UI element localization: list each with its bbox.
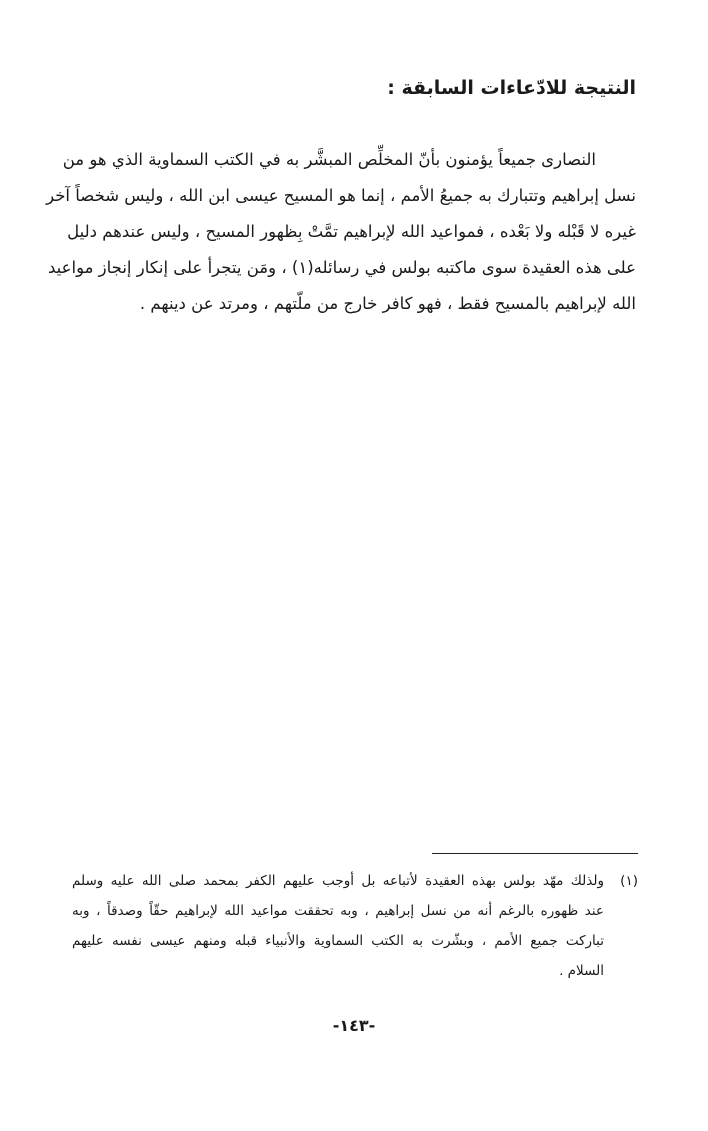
section-heading: النتيجة للادّعاءات السابقة : bbox=[387, 77, 636, 99]
paragraph-line: على هذه العقيدة سوى ماكتبه بولس في رسائله(١) ، ومَن يتجرأ على إنكار إنجاز مواعيد bbox=[48, 258, 636, 277]
main-paragraph bbox=[46, 142, 636, 322]
footnote-line: السلام . bbox=[559, 963, 604, 979]
footnote-line: تباركت جميع الأمم ، وبشّرت به الكتب السماوية والأنبياء قبله ومنهم عيسى نفسه عليهم bbox=[72, 933, 604, 949]
footnote-divider bbox=[432, 853, 638, 854]
paragraph-line: النصارى جميعاً يؤمنون بأنّ المخلِّص المبشَّر به في الكتب السماوية الذي هو من bbox=[62, 150, 596, 169]
paragraph-line: غيره لا قَبْله ولا بَعْده ، فمواعيد الله لإبراهيم تمَّتْ بِظهور المسيح ، وليس عندهم دليل bbox=[67, 222, 636, 241]
page-number: -١٤٣- bbox=[332, 1016, 376, 1035]
paragraph-line: نسل إبراهيم وتتبارك به جميعُ الأمم ، إنما هو المسيح عيسى ابن الله ، وليس شخصاً آخر bbox=[46, 186, 636, 205]
paragraph-line: الله لإبراهيم بالمسيح فقط ، فهو كافر خارج من ملّتهم ، ومرتد عن دينهم . bbox=[139, 294, 636, 313]
footnote-text bbox=[72, 866, 604, 986]
footnote-number: (١) bbox=[620, 873, 638, 889]
footnote-line: ولذلك مهّد بولس بهذه العقيدة لأتباعه بل أوجب عليهم الكفر بمحمد صلى الله عليه وسلم bbox=[72, 873, 604, 889]
footnote-line: عند ظهوره بالرغم أنه من نسل إبراهيم ، وبه تحققت مواعيد الله لإبراهيم حقّاً وصدقاً ، وبه bbox=[72, 903, 604, 919]
